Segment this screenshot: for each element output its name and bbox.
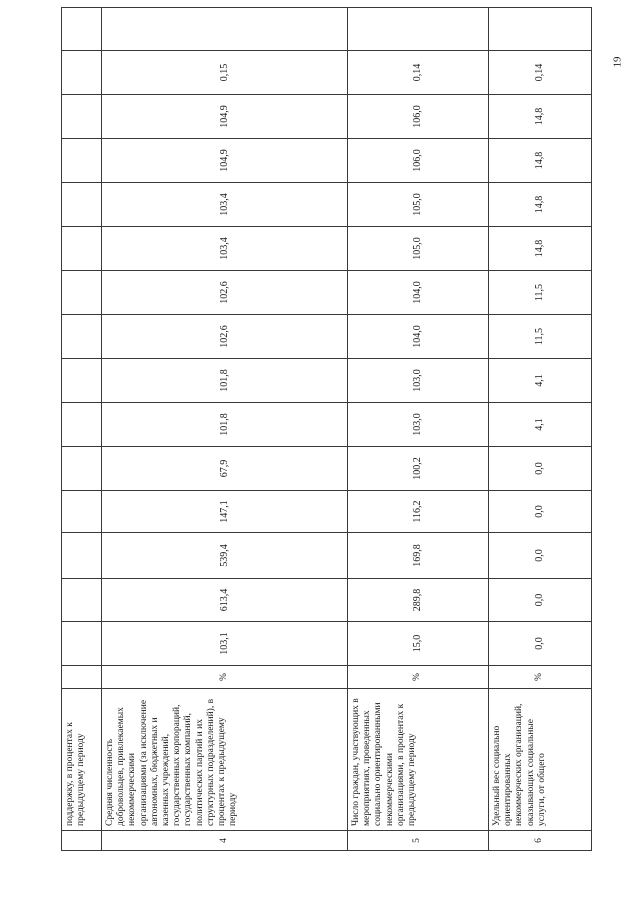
value-cell <box>62 622 102 666</box>
value-cell <box>62 139 102 183</box>
value-cell: 0,0 <box>489 491 592 533</box>
value-cell <box>62 533 102 579</box>
value-cell <box>62 227 102 271</box>
value-cell: 4,1 <box>489 403 592 447</box>
indicator-name-cell: Средняя численность добровольцев, привлекаемых некоммерческими организациями (за исключение автономных, бюджетных и казенных учреждений, государственных корпораций, государственных компаний, политических партий и их структурных подразделений), в процентах к предыдущему периоду <box>102 689 348 831</box>
value-cell: 104,9 <box>102 139 348 183</box>
unit-cell: % <box>348 666 489 689</box>
value-cell <box>62 491 102 533</box>
value-cell: 116,2 <box>348 491 489 533</box>
value-cell: 106,0 <box>348 139 489 183</box>
indicator-name-cell: Удельный вес социально ориентированных некоммерческих организаций, оказывающих социальные услуги, от общего <box>489 689 592 831</box>
value-cell: 103,0 <box>348 403 489 447</box>
value-cell <box>62 271 102 315</box>
unit-cell: % <box>489 666 592 689</box>
value-cell: 103,0 <box>348 359 489 403</box>
value-cell <box>62 579 102 622</box>
value-cell: 289,8 <box>348 579 489 622</box>
value-cell <box>348 8 489 51</box>
value-cell: 147,1 <box>102 491 348 533</box>
value-cell: 101,8 <box>102 359 348 403</box>
value-cell: 67,9 <box>102 447 348 491</box>
table-row <box>489 1 592 851</box>
unit-cell <box>62 666 102 689</box>
value-cell: 104,0 <box>348 271 489 315</box>
value-cell <box>489 8 592 51</box>
value-cell: 102,6 <box>102 315 348 359</box>
value-cell: 11,5 <box>489 315 592 359</box>
value-cell: 4,1 <box>489 359 592 403</box>
value-cell: 0,14 <box>348 51 489 95</box>
table-body <box>62 1 592 851</box>
value-cell <box>62 447 102 491</box>
value-cell: 14,8 <box>489 95 592 139</box>
value-cell: 539,4 <box>102 533 348 579</box>
value-cell <box>62 95 102 139</box>
value-cell: 0,0 <box>489 533 592 579</box>
value-cell: 0,15 <box>102 51 348 95</box>
value-cell: 0,0 <box>489 447 592 491</box>
table-row <box>62 1 102 851</box>
value-cell <box>102 8 348 51</box>
value-cell: 104,0 <box>348 315 489 359</box>
indicator-name-cell: поддержку, в процентах к предыдущему периоду <box>62 689 102 831</box>
value-cell: 101,8 <box>102 403 348 447</box>
row-index-cell: 5 <box>348 831 489 851</box>
value-cell: 0,0 <box>489 622 592 666</box>
value-cell <box>62 183 102 227</box>
value-cell: 15,0 <box>348 622 489 666</box>
page-number-text: 19 <box>611 56 623 68</box>
unit-cell: % <box>102 666 348 689</box>
value-cell: 14,8 <box>489 183 592 227</box>
value-cell: 103,4 <box>102 227 348 271</box>
row-index-cell: 4 <box>102 831 348 851</box>
value-cell <box>62 315 102 359</box>
row-index-cell <box>62 831 102 851</box>
value-cell: 613,4 <box>102 579 348 622</box>
value-cell: 102,6 <box>102 271 348 315</box>
row-index-cell: 6 <box>489 831 592 851</box>
value-cell <box>62 403 102 447</box>
value-cell: 14,8 <box>489 139 592 183</box>
value-cell: 103,4 <box>102 183 348 227</box>
value-cell: 103,1 <box>102 622 348 666</box>
value-cell: 11,5 <box>489 271 592 315</box>
value-cell: 106,0 <box>348 95 489 139</box>
page-number <box>603 48 631 76</box>
value-cell: 0,14 <box>489 51 592 95</box>
value-cell: 169,8 <box>348 533 489 579</box>
value-cell: 100,2 <box>348 447 489 491</box>
indicators-table <box>61 0 592 851</box>
indicator-name-cell: Число граждан, участвующих в мероприятиях, проведенных социально ориентированными некоммерческими организациями, в процентах к предыдущему периоду <box>348 689 489 831</box>
value-cell <box>62 8 102 51</box>
rotated-table-container <box>61 8 591 851</box>
value-cell <box>62 359 102 403</box>
value-cell: 14,8 <box>489 227 592 271</box>
table-row <box>102 1 348 851</box>
value-cell: 105,0 <box>348 227 489 271</box>
value-cell <box>62 51 102 95</box>
value-cell: 0,0 <box>489 579 592 622</box>
value-cell: 105,0 <box>348 183 489 227</box>
table-row <box>348 1 489 851</box>
value-cell: 104,9 <box>102 95 348 139</box>
